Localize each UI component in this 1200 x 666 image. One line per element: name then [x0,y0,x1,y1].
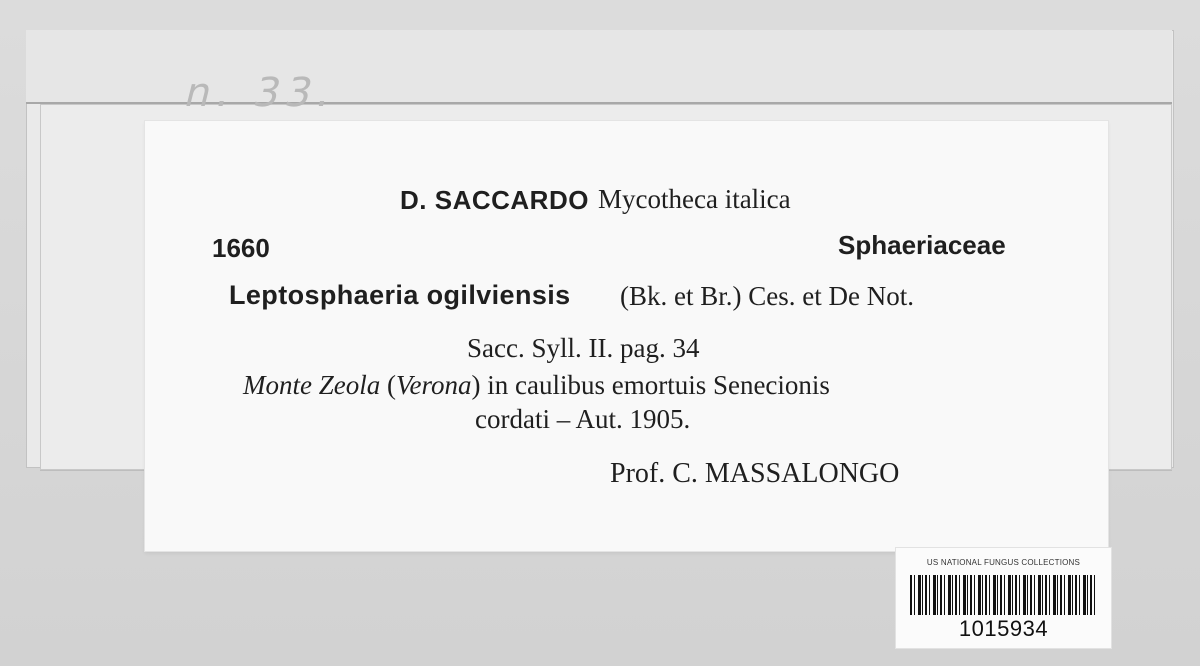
barcode-header: US NATIONAL FUNGUS COLLECTIONS [926,558,1081,567]
barcode-number: 1015934 [958,616,1049,641]
barcode-icon [910,575,1096,615]
species-name: Leptosphaeria ogilviensis [229,280,571,310]
locality-habitat: in caulibus emortuis Senecionis [487,370,830,400]
locality-region: Verona [395,370,472,400]
literature-reference: Sacc. Syll. II. pag. 34 [467,333,700,363]
locality-line-1: Monte Zeola (Verona) in caulibus emortuis Senecionis [243,370,830,400]
barcode-sticker [896,548,1111,648]
series-title: Mycotheca italica [598,184,791,214]
pencil-note: n. 33. [180,70,343,116]
locality-line-2: cordati – Aut. 1905. [475,404,691,434]
collector-credit: Prof. C. MASSALONGO [610,458,900,489]
packet-flap [26,30,1172,116]
species-authority: (Bk. et Br.) Ces. et De Not. [620,281,914,311]
collector-name: D. SACCARDO [400,185,589,215]
exsiccata-number: 1660 [212,233,270,263]
specimen-label [145,121,1108,551]
family-name: Sphaeriaceae [838,230,1006,260]
locality-place: Monte Zeola [243,370,381,400]
